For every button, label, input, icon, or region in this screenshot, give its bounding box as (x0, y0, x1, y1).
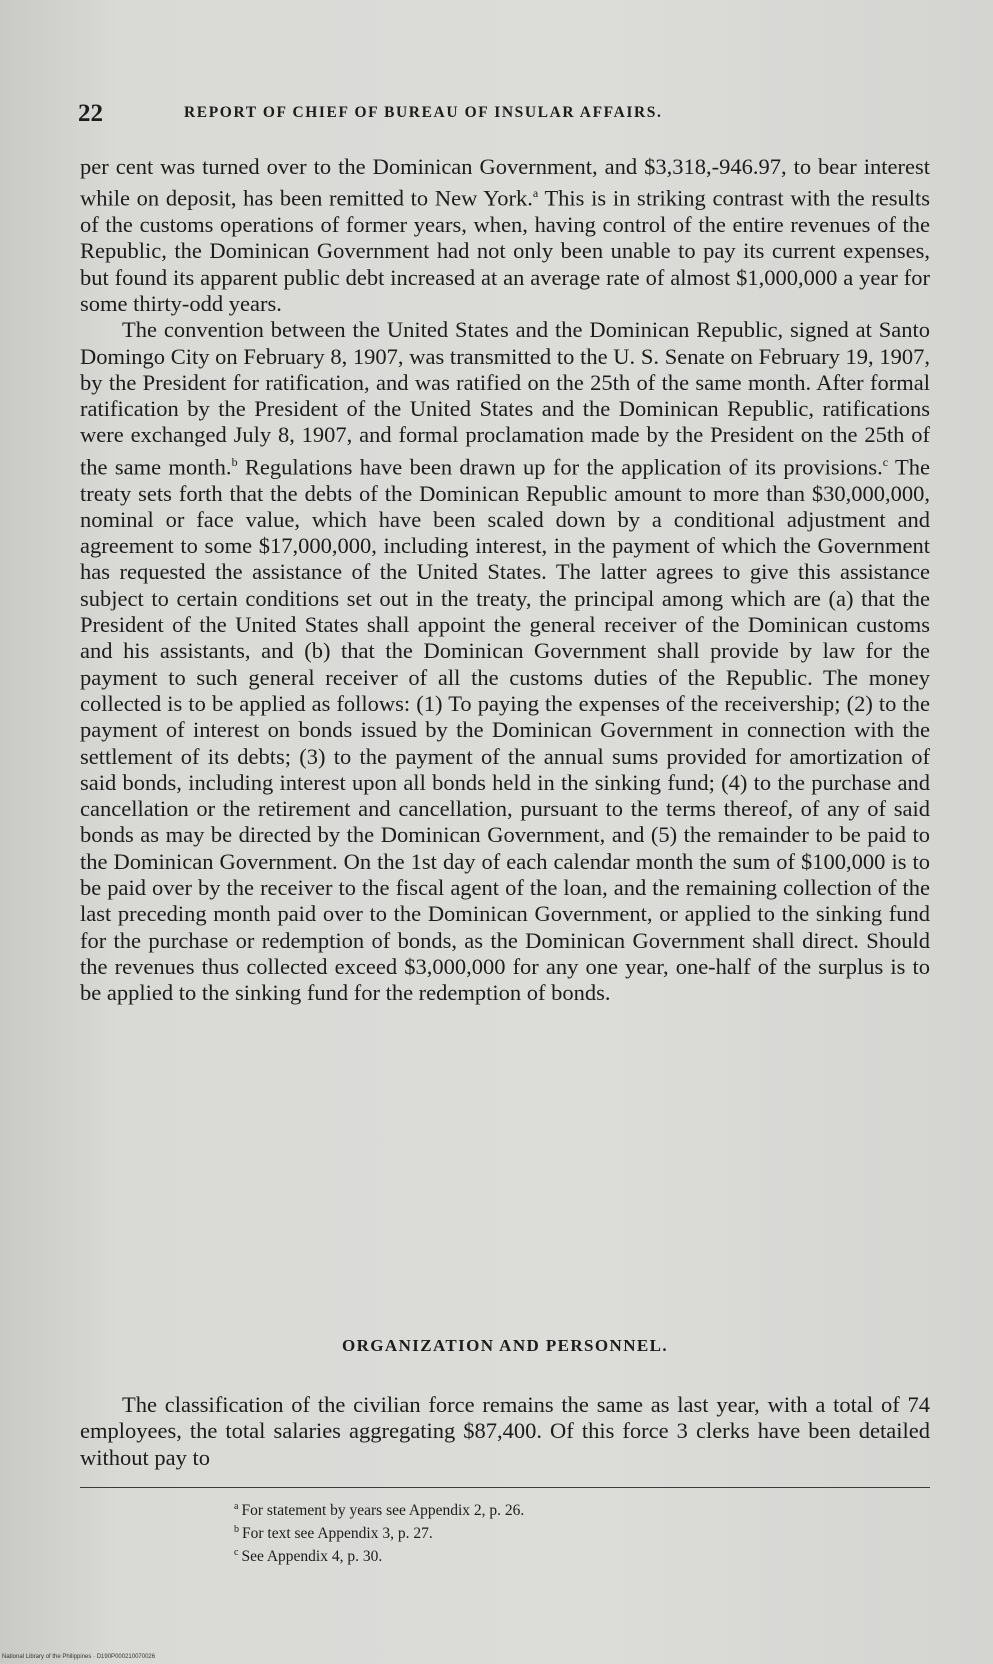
paragraph-organization: The classification of the civilian force remains the same as last year, with a total of 74 employees, the total salaries aggregating $87,400. Of this force 3 clerks have been detailed without pay to (80, 1392, 930, 1470)
footnote-ref-c: c (882, 454, 889, 469)
footnote-divider (80, 1487, 930, 1488)
footnote-b (234, 1520, 834, 1543)
paragraph-text: Regulations have been drawn up for the application of its provisions. (237, 454, 883, 480)
paragraph-convention (80, 317, 930, 1006)
footnote-ref-b: b (231, 454, 238, 469)
footnote-mark: c (234, 1547, 239, 1559)
section-body (80, 1392, 930, 1471)
paragraph-text: per cent was turned over to the Dominican Government, and $3,318,-946.97, to bear interest while on deposit, has been remitted to New York. (80, 154, 930, 211)
footnote-mark: b (234, 1524, 239, 1536)
running-head: REPORT OF CHIEF OF BUREAU OF INSULAR AFFAIRS. (184, 104, 663, 121)
section-heading: ORGANIZATION AND PERSONNEL. (341, 1336, 669, 1355)
body-text (80, 154, 930, 1007)
footnote-text: See Appendix 4, p. 30. (241, 1548, 383, 1566)
paragraph-customs (80, 154, 930, 317)
footnote-a (234, 1497, 834, 1520)
page-number: 22 (78, 100, 103, 127)
scan-caption: National Library of the Philippines · D190P000210070026 (2, 1654, 156, 1660)
page-header (78, 100, 908, 130)
footnotes (234, 1497, 834, 1566)
footnote-mark: a (234, 1501, 239, 1512)
footnote-c (234, 1543, 834, 1566)
paragraph-text: The convention between the United States and the Dominican Republic, signed at Santo Domingo City on February 8, 1907, was transmitted to the U. S. Senate on February 19, 1907, by the President for ratification, and was ratified on the 25th of the same month. After formal ratification by the President of the United States and the Dominican Republic, ratifications were exchanged July 8, 1907, and formal proclamation made by the President on the 25th of the same month. (80, 317, 930, 480)
footnote-ref-a: a (532, 186, 539, 201)
footnote-text: For text see Appendix 3, p. 27. (242, 1525, 433, 1543)
paragraph-text: This is in striking contrast with the results of the customs operations of former years, when, having control of the entire revenues of the Republic, the Dominican Government had not only been unable to pay its current expenses, but found its apparent public debt increased at an average rate of almost $1,000,000 a year for some thirty-odd years. (80, 185, 930, 316)
paragraph-text: The treaty sets forth that the debts of the Dominican Republic amount to more than $30,000,000, nominal or face value, which have been scaled down by a conditional adjustment and agreement to some $17,000,000, including interest, in the payment of which the Government has requested the assistance of the United States. The latter agrees to give this assistance subject to certain conditions set out in the treaty, the principal among which are (a) that the President of the United States shall appoint the general receiver of the Dominican customs and his assistants, and (b) that the Dominican Government shall provide by law for the payment to such general receiver of all the customs duties of the Republic. The money collected is to be applied as follows: (1) To paying the expenses of the receivership; (2) to the payment of interest on bonds issued by the Dominican Government in connection with the settlement of its debts; (3) to the payment of the annual sums provided for amortization of said bonds, including interest upon all bonds held in the sinking fund; (4) to the purchase and cancellation or the retirement and cancellation, pursuant to the terms thereof, of any of said bonds as may be directed by the Dominican Government, and (5) the remainder to be paid to the Dominican Government. On the 1st day of each calendar month the sum of $100,000 is to be paid over by the receiver to the fiscal agent of the loan, and the remaining collection of the last preceding month paid over to the Dominican Government, or applied to the sinking fund for the purchase or redemption of bonds, as the Dominican Government shall direct. Should the revenues thus collected exceed $3,000,000 for any one year, one-half of the surplus is to be applied to the sinking fund for the redemption of bonds. (80, 454, 930, 1006)
footnote-text: For statement by years see Appendix 2, p. 26. (241, 1502, 525, 1520)
